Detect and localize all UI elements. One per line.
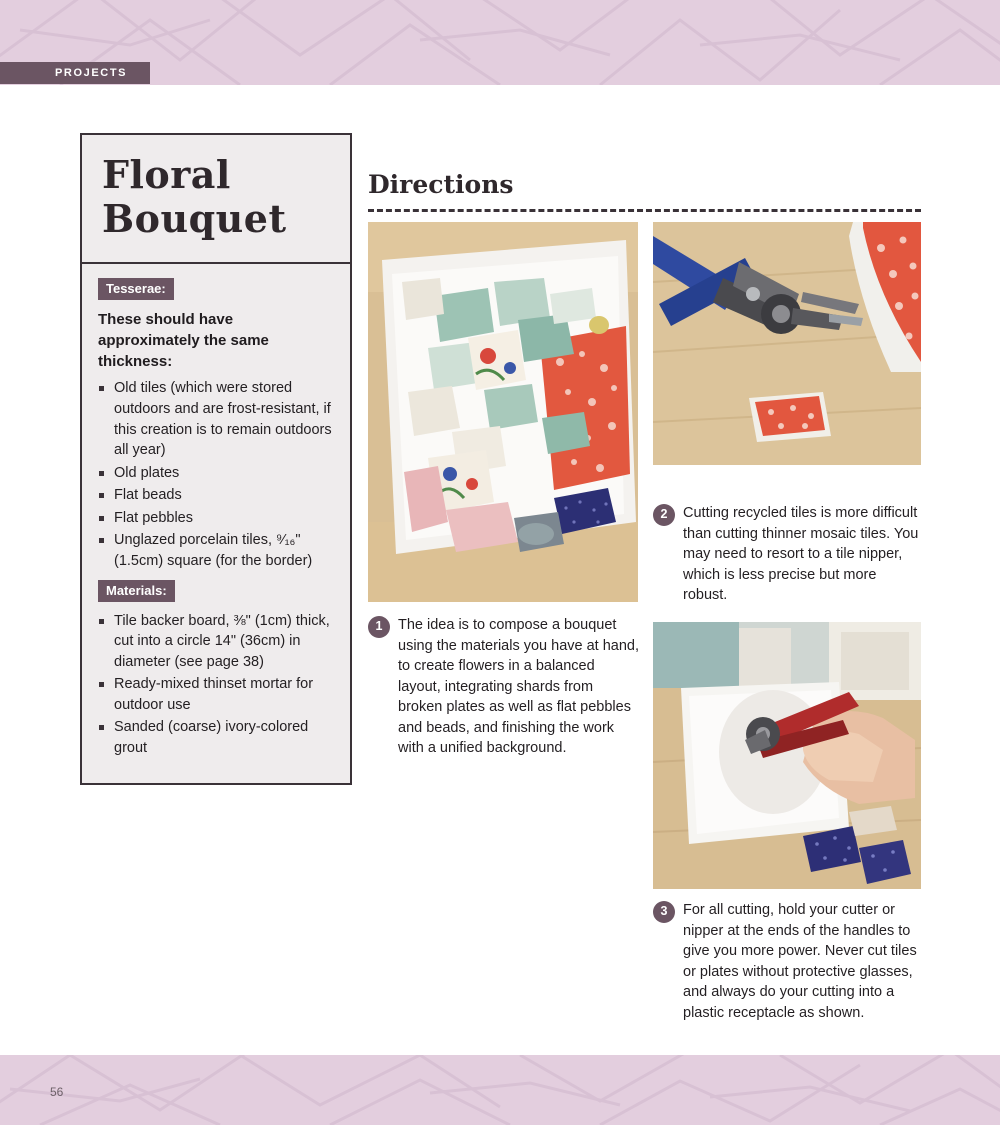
project-title-line2: Bouquet <box>102 195 287 241</box>
project-title-box <box>82 135 350 264</box>
directions-divider <box>368 209 921 212</box>
step-2-text: Cutting recycled tiles is more difficult than cutting thinner mosaic tiles. You may need to resort to a tile nipper, which is less precise but more robust. <box>683 505 919 604</box>
list-item: Ready-mixed thinset mortar for outdoor use <box>98 674 334 715</box>
bottom-decorative-band <box>0 1055 1000 1125</box>
list-item: Old tiles (which were stored outdoors and are frost-resistant, if this creation is to remain outdoors all year) <box>98 378 334 460</box>
section-header-label: PROJECTS <box>55 67 128 79</box>
step-3-photo <box>653 622 921 889</box>
materials-label: Materials: <box>98 580 175 602</box>
step-1-text: The idea is to compose a bouquet using the materials you have at hand, to create flowers in a balanced layout, integrating shards from broken plates as well as flat pebbles and beads, and finishing the work with a unified background. <box>398 617 640 757</box>
list-item: Old plates <box>98 463 334 484</box>
project-title-line1: Floral <box>102 152 231 197</box>
project-info-box <box>80 133 352 785</box>
step-3-number: 3 <box>653 901 675 923</box>
tesserae-list <box>98 378 334 571</box>
materials-list <box>98 611 334 759</box>
directions-column <box>368 170 921 1021</box>
list-item: Sanded (coarse) ivory-colored grout <box>98 717 334 758</box>
page-number: 56 <box>50 1085 64 1099</box>
step-3-text: For all cutting, hold your cutter or nipper at the ends of the handles to give you more power. Never cut tiles or plates without protective glasses, and always do your cutting into a plastic receptacle as shown. <box>683 902 917 1021</box>
list-item: Flat pebbles <box>98 508 334 529</box>
step-1-photo <box>368 222 638 602</box>
tesserae-label: Tesserae: <box>98 278 174 300</box>
step-1-number: 1 <box>368 616 390 638</box>
top-decorative-band <box>0 0 1000 85</box>
list-item: Flat beads <box>98 485 334 506</box>
step-2-caption <box>653 503 921 606</box>
section-header-tab <box>0 62 150 84</box>
directions-heading: Directions <box>368 170 514 199</box>
list-item: Tile backer board, ⅜" (1cm) thick, cut into a circle 14" (36cm) in diameter (see page 38) <box>98 611 334 673</box>
step-3-caption <box>653 900 921 1023</box>
tesserae-lead-text: These should have approximately the same thickness: <box>98 311 269 371</box>
step-2-number: 2 <box>653 504 675 526</box>
step-2-photo <box>653 222 921 465</box>
step-1-caption <box>368 615 640 759</box>
list-item: Unglazed porcelain tiles, ⁹⁄₁₆" (1.5cm) square (for the border) <box>98 530 334 571</box>
